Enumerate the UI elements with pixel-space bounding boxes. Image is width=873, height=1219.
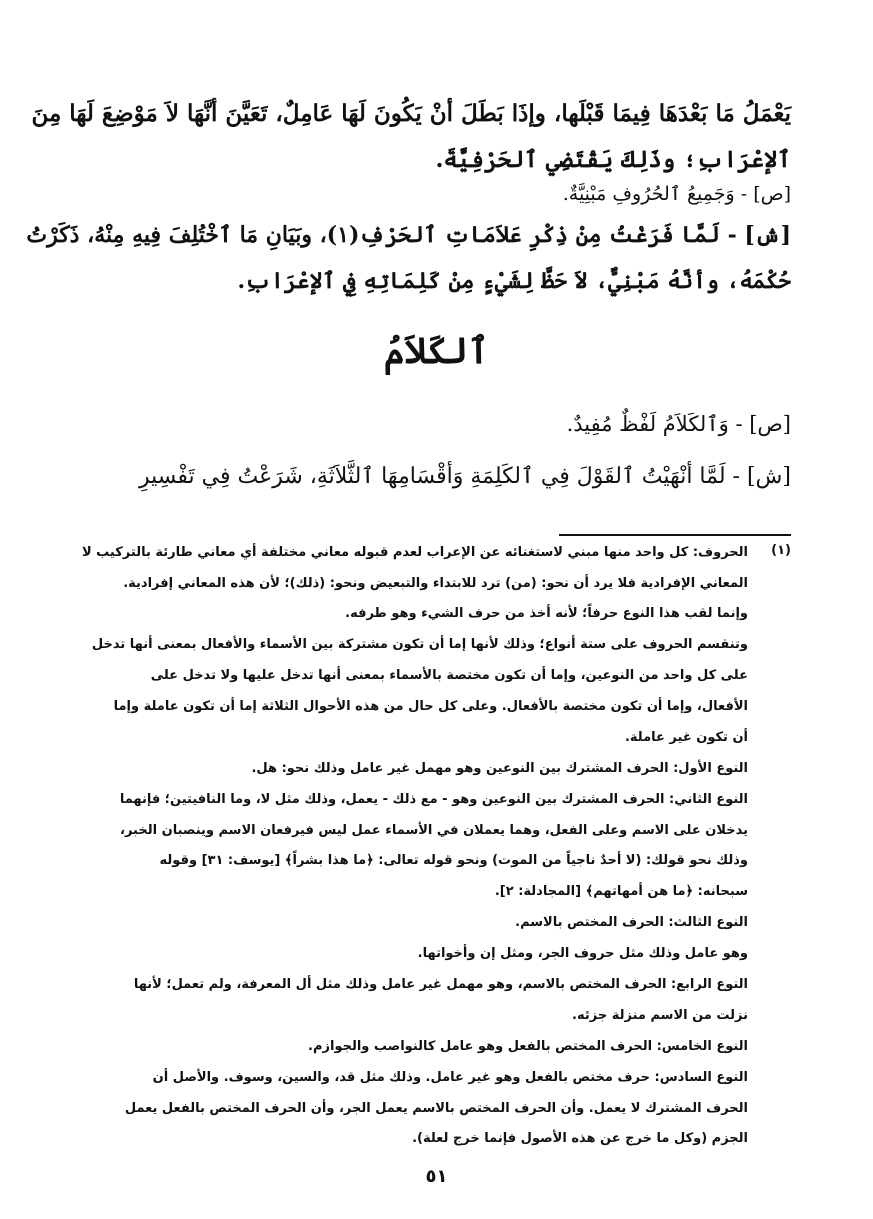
- main-text-line-2: ٱلإعْرَابِ؛ وذَلِكَ يَقْتَضِي ٱلحَرْفِيَّةَ.: [435, 146, 791, 173]
- footnote-line: وتنقسم الحروف على ستة أنواع؛ وذلك لأنها إما أن تكون مشتركة بين الأسماء والأفعال بمعنى أنها تدخل: [91, 637, 748, 652]
- footnote-line: النوع الأول: الحرف المشترك بين النوعين وهو مهمل غير عامل وذلك نحو: هل.: [251, 761, 748, 776]
- footnote-line: على كل واحد من النوعين، وإما أن تكون مختصة بالأسماء بمعنى أنها تدخل عليها ولا تدخل على: [150, 668, 748, 683]
- commentary-line-3: [ش] - لَمَّا أنْهَيْتُ ٱلقَوْلَ فِي ٱلكَلِمَةِ وَأقْسَامِهَا ٱلثَّلاَثَةِ، شَرَعْتُ فِي تَفْسِيرِ: [139, 464, 791, 489]
- footnote-line: الحرف المشترك لا يعمل. وأن الحرف المختص بالاسم يعمل الجر، وأن الحرف المختص بالفعل يعمل: [124, 1101, 748, 1116]
- footnote-line: الجزم (وكل ما خرج عن هذه الأصول فإنما خرج لعلة).: [412, 1131, 748, 1146]
- footnote-line: النوع الثاني: الحرف المشترك بين النوعين وهو - مع ذلك - يعمل، وذلك مثل لا، وما النافيتين؛ فإنهما: [119, 792, 748, 807]
- main-text-line-1: يَعْمَلُ مَا بَعْدَهَا فِيمَا قَبْلَها، وإذَا بَطَلَ أنْ يَكُونَ لَهَا عَامِلٌ، تَعَيَّنَ أنَّهَا لاَ مَوْضِعَ لَهَا مِنَ: [31, 100, 791, 127]
- text-statement-2: [ص] - وَٱلكَلاَمُ لَفْظٌ مُفِيدٌ.: [566, 412, 791, 436]
- commentary-line-1: [ش] - لَمَّا فَرَغْتُ مِنْ ذِكْرِ عَلاَمَاتِ ٱلحَرْفِ(١)، وبَيَانِ مَا ٱخْتُلِفَ فِيهِ مِنْهُ، ذَكَرْتُ: [26, 222, 791, 248]
- footnote-marker: (١): [771, 543, 791, 558]
- footnote-line: النوع السادس: حرف مختص بالفعل وهو غير عامل. وذلك مثل قد، والسين، وسوف. والأصل أن: [152, 1070, 748, 1085]
- footnote-line: النوع الخامس: الحرف المختص بالفعل وهو عامل كالنواصب والجوازم.: [308, 1039, 748, 1054]
- footnote-line: وهو عامل وذلك مثل حروف الجر، ومثل إن وأخواتها.: [417, 946, 748, 961]
- text-statement-1: [ص] - وَجَمِيعُ ٱلحُرُوفِ مَبْنِيَّةٌ.: [562, 183, 791, 205]
- footnote-line: وذلك نحو قولك: (لا أحدٌ ناجياً من الموت) ونحو قوله تعالى: ﴿ما هذا بشراً﴾ [يوسف: ٣١] وقوله: [159, 853, 748, 868]
- footnote-divider: [559, 534, 791, 536]
- footnote-line: الحروف: كل واحد منها مبني لاستغنائه عن الإعراب لعدم قبوله معاني مختلفة أي معاني طارئة بالتركيب لا: [81, 545, 748, 560]
- section-heading: ٱلكَلاَمُ: [383, 330, 490, 372]
- footnote-line: أن تكون غير عاملة.: [624, 730, 748, 745]
- footnote-line: نزلت من الاسم منزلة جزئه.: [572, 1008, 748, 1023]
- commentary-line-2: حُكْمَهُ، وأنَّهُ مَبْنِيٌّ، لاَ حَظَّ لِشَيْءٍ مِنْ كَلِمَاتِهِ فِي ٱلإعْرَابِ.: [237, 268, 791, 294]
- footnote-line: المعاني الإفرادية فلا يرد أن نحو: (من) ترد للابتداء والتبعيض ونحو: (ذلك)؛ لأن هذه المعاني إفرادية.: [123, 576, 748, 591]
- footnote-line: سبحانه: ﴿ما هن أمهاتهم﴾ [المجادلة: ٢].: [494, 884, 748, 899]
- footnote-line: النوع الثالث: الحرف المختص بالاسم.: [515, 915, 748, 930]
- footnote-line: الأفعال، وإما أن تكون مختصة بالأفعال. وعلى كل حال من هذه الأحوال الثلاثة إما أن تكون عاملة وإما: [113, 699, 748, 714]
- footnote-line: يدخلان على الاسم وعلى الفعل، وهما يعملان في الأسماء عمل ليس فيرفعان الاسم وينصبان الخبر،: [120, 823, 748, 838]
- page-number: ٥١: [425, 1166, 448, 1187]
- footnote-line: النوع الرابع: الحرف المختص بالاسم، وهو مهمل غير عامل وذلك مثل أل المعرفة، ولم تعمل؛ لأنها: [133, 977, 748, 992]
- footnote-line: وإنما لقب هذا النوع حرفاً؛ لأنه أخذ من حرف الشيء وهو طرفه.: [345, 606, 748, 621]
